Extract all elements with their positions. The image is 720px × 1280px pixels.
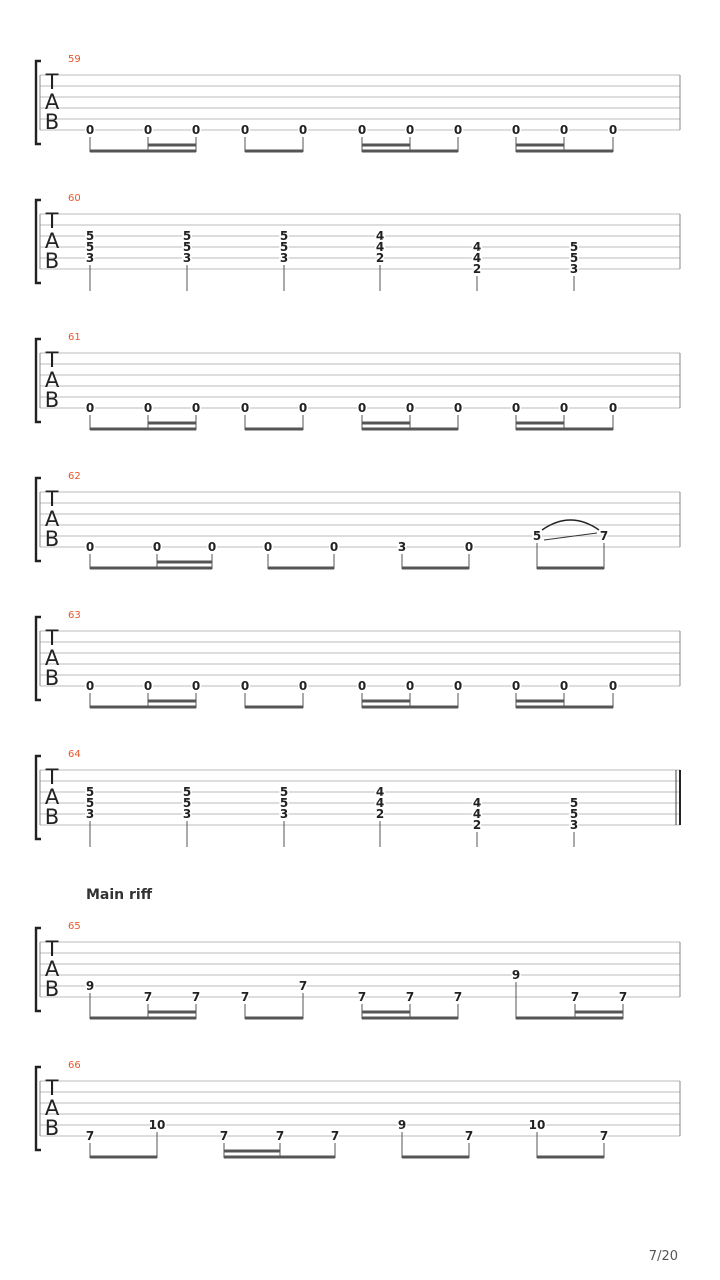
- fret-number: 4: [472, 796, 482, 810]
- measure-number: 64: [68, 749, 81, 760]
- fret-number: 7: [219, 1129, 229, 1143]
- fret-number: 0: [559, 401, 569, 415]
- fret-number: 4: [472, 807, 482, 821]
- tab-clef-letter: T: [45, 487, 59, 511]
- fret-number: 0: [263, 540, 273, 554]
- fret-number: 4: [375, 240, 385, 254]
- fret-number: 4: [375, 796, 385, 810]
- fret-number: 5: [85, 796, 95, 810]
- fret-number: 3: [85, 807, 95, 821]
- fret-number: 5: [85, 785, 95, 799]
- fret-number: 9: [397, 1118, 407, 1132]
- tab-clef-letter: T: [45, 765, 59, 789]
- fret-number: 3: [397, 540, 407, 554]
- tab-clef-letter: B: [44, 805, 60, 829]
- fret-number: 0: [453, 679, 463, 693]
- tab-clef-letter: B: [44, 977, 60, 1001]
- tab-clef-letter: A: [44, 507, 60, 531]
- tab-clef-letter: B: [44, 666, 60, 690]
- fret-number: 7: [570, 990, 580, 1004]
- fret-number: 3: [569, 818, 579, 832]
- tab-clef-letter: B: [44, 249, 60, 273]
- fret-number: 3: [182, 807, 192, 821]
- fret-number: 0: [357, 401, 367, 415]
- fret-number: 0: [608, 679, 618, 693]
- fret-number: 2: [472, 818, 482, 832]
- page-number: 7/20: [648, 1249, 678, 1264]
- fret-number: 7: [85, 1129, 95, 1143]
- fret-number: 10: [528, 1118, 546, 1132]
- fret-number: 3: [279, 807, 289, 821]
- fret-number: 0: [357, 123, 367, 137]
- fret-number: 7: [330, 1129, 340, 1143]
- fret-number: 5: [569, 807, 579, 821]
- fret-number: 9: [511, 968, 521, 982]
- fret-number: 0: [453, 401, 463, 415]
- fret-number: 5: [279, 240, 289, 254]
- tab-clef-letter: B: [44, 1116, 60, 1140]
- tab-clef-letter: T: [45, 937, 59, 961]
- fret-number: 0: [298, 679, 308, 693]
- fret-number: 4: [472, 251, 482, 265]
- fret-number: 0: [608, 401, 618, 415]
- fret-number: 5: [85, 240, 95, 254]
- fret-number: 2: [375, 251, 385, 265]
- tab-clef-letter: A: [44, 957, 60, 981]
- fret-number: 0: [191, 401, 201, 415]
- fret-number: 0: [143, 679, 153, 693]
- fret-number: 3: [85, 251, 95, 265]
- measure-number: 61: [68, 332, 81, 343]
- measure-number: 65: [68, 921, 81, 932]
- fret-number: 5: [182, 785, 192, 799]
- fret-number: 5: [279, 229, 289, 243]
- fret-number: 0: [405, 123, 415, 137]
- fret-number: 0: [85, 123, 95, 137]
- fret-number: 3: [182, 251, 192, 265]
- tab-clef-letter: A: [44, 229, 60, 253]
- fret-number: 7: [599, 529, 609, 543]
- fret-number: 0: [405, 679, 415, 693]
- tab-clef-letter: T: [45, 1076, 59, 1100]
- measure-number: 63: [68, 610, 81, 621]
- fret-number: 0: [143, 401, 153, 415]
- fret-number: 4: [375, 229, 385, 243]
- fret-number: 0: [559, 679, 569, 693]
- tab-clef-letter: A: [44, 785, 60, 809]
- tab-clef-letter: A: [44, 646, 60, 670]
- fret-number: 0: [464, 540, 474, 554]
- tab-clef-letter: A: [44, 1096, 60, 1120]
- fret-number: 7: [599, 1129, 609, 1143]
- fret-number: 0: [453, 123, 463, 137]
- fret-number: 7: [275, 1129, 285, 1143]
- fret-number: 5: [279, 796, 289, 810]
- fret-number: 7: [240, 990, 250, 1004]
- tab-clef-letter: B: [44, 388, 60, 412]
- fret-number: 4: [472, 240, 482, 254]
- fret-number: 0: [240, 123, 250, 137]
- fret-number: 7: [191, 990, 201, 1004]
- fret-number: 0: [85, 540, 95, 554]
- fret-number: 7: [357, 990, 367, 1004]
- fret-number: 5: [182, 796, 192, 810]
- fret-number: 0: [191, 679, 201, 693]
- fret-number: 7: [405, 990, 415, 1004]
- fret-number: 0: [405, 401, 415, 415]
- fret-number: 10: [148, 1118, 166, 1132]
- measure-number: 59: [68, 54, 81, 65]
- fret-number: 3: [279, 251, 289, 265]
- fret-number: 0: [329, 540, 339, 554]
- fret-number: 0: [152, 540, 162, 554]
- tab-clef-letter: B: [44, 110, 60, 134]
- fret-number: 2: [472, 262, 482, 276]
- fret-number: 0: [191, 123, 201, 137]
- fret-number: 0: [511, 679, 521, 693]
- measure-number: 66: [68, 1060, 81, 1071]
- fret-number: 5: [279, 785, 289, 799]
- tab-clef-letter: A: [44, 368, 60, 392]
- fret-number: 5: [182, 229, 192, 243]
- tab-clef-letter: T: [45, 209, 59, 233]
- fret-number: 0: [608, 123, 618, 137]
- fret-number: 0: [357, 679, 367, 693]
- fret-number: 0: [559, 123, 569, 137]
- fret-number: 0: [240, 401, 250, 415]
- tab-clef-letter: T: [45, 626, 59, 650]
- fret-number: 0: [207, 540, 217, 554]
- fret-number: 0: [85, 401, 95, 415]
- fret-number: 7: [143, 990, 153, 1004]
- fret-number: 5: [569, 251, 579, 265]
- fret-number: 0: [511, 401, 521, 415]
- tab-clef-letter: B: [44, 527, 60, 551]
- tab-clef-letter: T: [45, 70, 59, 94]
- fret-number: 0: [298, 401, 308, 415]
- fret-number: 5: [569, 240, 579, 254]
- fret-number: 5: [532, 529, 542, 543]
- fret-number: 0: [143, 123, 153, 137]
- tab-clef-letter: T: [45, 348, 59, 372]
- measure-number: 60: [68, 193, 81, 204]
- fret-number: 2: [375, 807, 385, 821]
- fret-number: 0: [85, 679, 95, 693]
- fret-number: 3: [569, 262, 579, 276]
- fret-number: 5: [569, 796, 579, 810]
- section-label-main-riff: Main riff: [86, 887, 153, 903]
- fret-number: 4: [375, 785, 385, 799]
- fret-number: 0: [298, 123, 308, 137]
- fret-number: 7: [618, 990, 628, 1004]
- fret-number: 9: [85, 979, 95, 993]
- fret-number: 7: [464, 1129, 474, 1143]
- measure-number: 62: [68, 471, 81, 482]
- fret-number: 5: [182, 240, 192, 254]
- tab-clef-letter: A: [44, 90, 60, 114]
- fret-number: 0: [511, 123, 521, 137]
- fret-number: 7: [298, 979, 308, 993]
- fret-number: 0: [240, 679, 250, 693]
- fret-number: 5: [85, 229, 95, 243]
- fret-number: 7: [453, 990, 463, 1004]
